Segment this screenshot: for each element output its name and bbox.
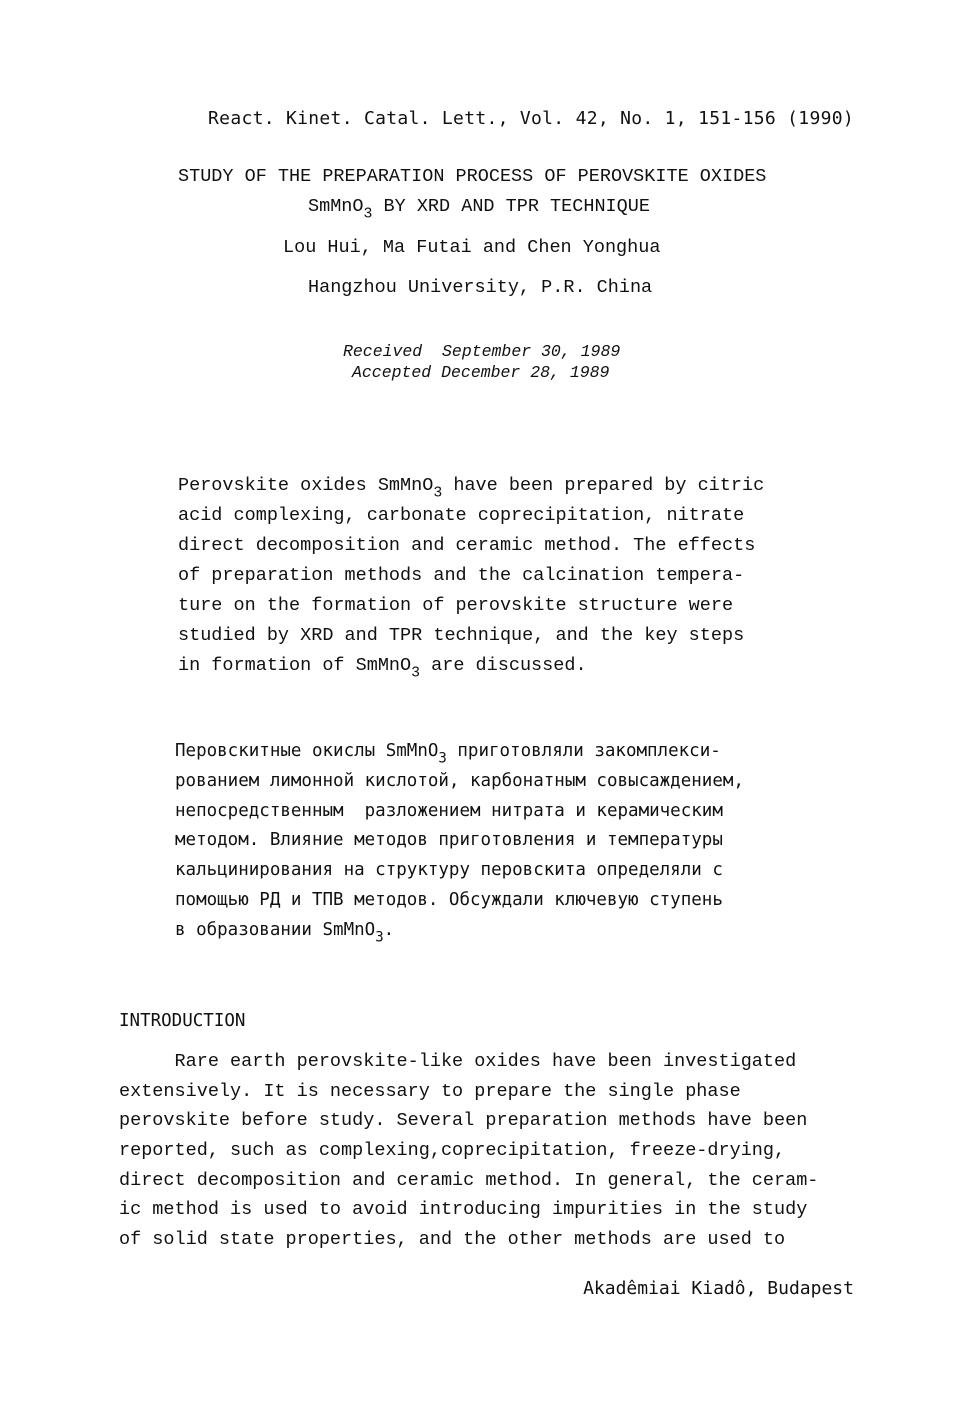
body-line: of solid state properties, and the other methods are used to <box>119 1229 786 1251</box>
affiliation: Hangzhou University, P.R. China <box>308 277 653 298</box>
abstract-line: кальцинирования на структуру перовскита определяли с <box>175 860 723 881</box>
abstract-line: studied by XRD and TPR technique, and the key steps <box>178 625 745 646</box>
introduction-body <box>119 1047 818 1255</box>
abstract-line: в образовании SmMnO$_3$. <box>175 919 395 946</box>
formula-subscript: 3 <box>363 206 373 223</box>
body-line: reported, such as complexing,coprecipitation, freeze-drying, <box>119 1140 786 1162</box>
abstract-line: acid complexing, carbonate coprecipitation, nitrate <box>178 505 745 526</box>
abstract-english <box>178 471 764 681</box>
paper-title-line1: STUDY OF THE PREPARATION PROCESS OF PEROVSKITE OXIDES <box>178 166 767 187</box>
abstract-line: in formation of SmMnO$_3$ are discussed. <box>178 655 587 682</box>
paper-title-line2 <box>308 196 650 223</box>
abstract-line: of preparation methods and the calcination tempera- <box>178 565 745 586</box>
journal-citation: React. Kinet. Catal. Lett., Vol. 42, No. 1, 151-156 (1990) <box>208 108 854 129</box>
authors: Lou Hui, Ma Futai and Chen Yonghua <box>283 237 661 258</box>
accepted-date: Accepted December 28, 1989 <box>352 363 610 382</box>
body-line: extensively. It is necessary to prepare the single phase <box>119 1080 741 1102</box>
abstract-line: ture on the formation of perovskite structure were <box>178 595 734 616</box>
title-rest: BY XRD AND TPR TECHNIQUE <box>372 196 650 217</box>
body-line: perovskite before study. Several preparation methods have been <box>119 1110 808 1132</box>
formula: SmMnO <box>308 196 364 217</box>
abstract-line: помощью РД и ТПВ методов. Обсуждали ключевую ступень <box>175 889 723 910</box>
received-date: Received September 30, 1989 <box>343 342 621 361</box>
abstract-russian <box>175 737 744 946</box>
abstract-line: direct decomposition and ceramic method. The effects <box>178 535 756 556</box>
body-line: ic method is used to avoid introducing impurities in the study <box>119 1199 808 1221</box>
body-line: direct decomposition and ceramic method. In general, the ceram- <box>119 1169 819 1191</box>
abstract-line: методом. Влияние методов приготовления и температуры <box>175 830 723 851</box>
section-heading-introduction: INTRODUCTION <box>119 1011 246 1031</box>
abstract-line: непосредственным разложением нитрата и керамическим <box>175 800 723 821</box>
body-line: Rare earth perovskite-like oxides have been investigated <box>119 1051 797 1072</box>
abstract-line: рованием лимонной кислотой, карбонатным совысаждением, <box>175 770 744 791</box>
abstract-line: Перовскитные окислы SmMnO$_3$ приготовляли закомплекси- <box>175 741 721 767</box>
abstract-line: Perovskite oxides SmMnO$_3$ have been prepared by citric <box>178 475 765 502</box>
publisher-footer: Akadêmiai Kiadô, Budapest <box>583 1278 854 1299</box>
